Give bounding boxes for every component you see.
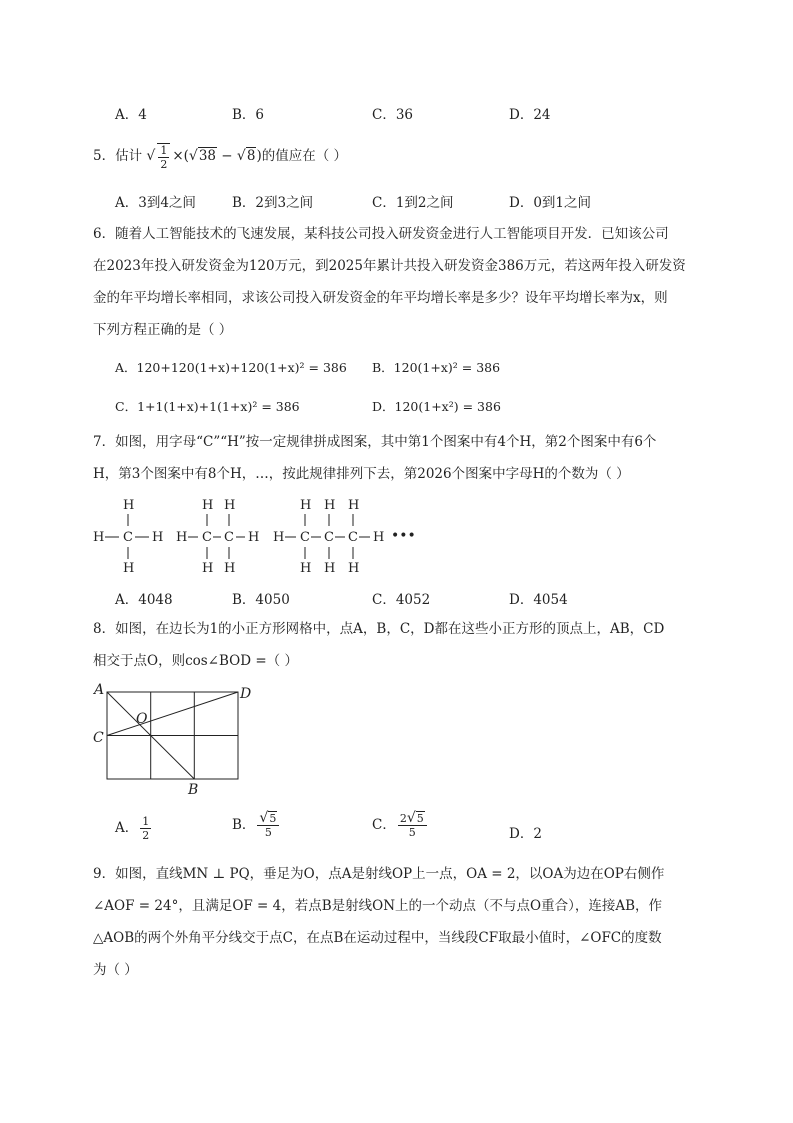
q9-line-4: 为（ ） <box>93 962 138 978</box>
fraction-2sqrt5-over-5: $\frac{2√5}{5}$ <box>398 812 427 839</box>
h-letter: H <box>248 530 260 545</box>
q8-option-d: D．2 <box>509 826 542 842</box>
h-letter: H <box>348 498 360 513</box>
h-letter: H <box>123 498 135 513</box>
q5-text-before: 估计 <box>115 148 143 164</box>
q5-number: 5． <box>93 148 116 164</box>
hydrocarbon-pattern-figure <box>88 496 418 576</box>
q8-stem <box>93 613 701 677</box>
q6-stem <box>93 218 701 346</box>
point-c-label: C <box>93 730 104 746</box>
q6-option-d: D．120(1+x²) = 386 <box>372 399 501 414</box>
sqrt-icon: √ <box>236 148 246 164</box>
c-letter: C <box>224 530 234 545</box>
q4-option-b: B．6 <box>232 107 265 123</box>
q8-line-2: 相交于点O，则cos∠BOD =（ ） <box>93 653 298 669</box>
q6-option-c: C．1+1(1+x)+1(1+x)² = 386 <box>115 399 300 414</box>
point-b-label: B <box>188 782 199 798</box>
q4-option-a: A．4 <box>115 107 147 123</box>
q7-option-b: B．4050 <box>232 592 290 608</box>
q8-option-a: A． $\frac{1}{2}$ <box>115 815 150 842</box>
grid-figure <box>88 682 268 800</box>
c-letter: C <box>202 530 212 545</box>
q5-root-1: 38 <box>198 148 217 164</box>
h-letter: H <box>152 530 164 545</box>
q5-fraction: $\frac{1}{2}$ <box>157 143 170 171</box>
h-letter: H <box>373 530 385 545</box>
q6-line-4: 下列方程正确的是（ ） <box>93 322 233 338</box>
h-letter: H <box>224 498 236 513</box>
q6-line-2: 在2023年投入研发资金为120万元，到2025年累计共投入研发资金386万元，若这两年投入研发资 <box>93 258 686 274</box>
h-letter: H <box>176 530 188 545</box>
h-letter: H <box>123 561 135 576</box>
q4-option-d: D．24 <box>509 107 551 123</box>
q7-option-a: A．4048 <box>115 592 173 608</box>
fraction-sqrt5-over-5: $\frac{√5}{5}$ <box>257 812 279 839</box>
q6-option-b: B．120(1+x)² = 386 <box>372 360 501 375</box>
ellipsis-dots: ••• <box>391 528 416 544</box>
pattern-3 <box>273 498 384 576</box>
q9-stem <box>93 858 701 986</box>
point-a-label: A <box>94 682 105 698</box>
q8-line-1: 8．如图，在边长为1的小正方形网格中，点A，B，C，D都在这些小正方形的顶点上，AB，CD <box>93 621 665 637</box>
segment-cd <box>107 692 238 736</box>
q5-option-b: B．2到3之间 <box>232 195 314 211</box>
h-letter: H <box>324 561 336 576</box>
c-letter: C <box>348 530 358 545</box>
h-letter: H <box>348 561 360 576</box>
q6-line-1: 6．随着人工智能技术的飞速发展，某科技公司投入研发资金进行人工智能项目开发．已知该公司 <box>93 226 669 242</box>
q7-option-d: D．4054 <box>509 592 568 608</box>
q6-option-a: A．120+120(1+x)+120(1+x)² = 386 <box>115 360 347 375</box>
q9-line-2: ∠AOF = 24°，且满足OF = 4，若点B是射线ON上的一个动点（不与点O重合），连接AB，作 <box>93 898 663 914</box>
q5-option-c: C．1到2之间 <box>372 195 454 211</box>
sqrt-icon: √ <box>188 148 198 164</box>
q5-root-2: 8 <box>246 148 256 164</box>
pattern-2 <box>176 498 259 576</box>
q5-text-after: )的值应在（ ） <box>256 148 347 164</box>
point-d-label: D <box>240 686 252 702</box>
h-letter: H <box>273 530 285 545</box>
c-letter: C <box>123 530 133 545</box>
fraction-one-half: $\frac{1}{2}$ <box>142 815 150 842</box>
q4-option-c: C．36 <box>372 107 414 123</box>
h-letter: H <box>202 561 214 576</box>
q9-line-3: △AOB的两个外角平分线交于点C，在点B在运动过程中，当线段CF取最小值时，∠OFC的度数 <box>93 930 662 946</box>
q9-line-1: 9．如图，直线MN ⊥ PQ，垂足为O，点A是射线OP上一点，OA = 2，以OA为边在OP右侧作 <box>93 866 665 882</box>
q5-option-a: A．3到4之间 <box>115 195 196 211</box>
sqrt-icon: √ <box>259 810 269 826</box>
q5-stem: 5．估计 √ $\frac{1}{2}$ ×(√38 − √8)的值应在（ ） <box>93 143 347 171</box>
q8-option-b: B． $\frac{√5}{5}$ <box>232 812 281 839</box>
sqrt-icon: √ <box>406 810 416 826</box>
h-letter: H <box>324 498 336 513</box>
h-letter: H <box>202 498 214 513</box>
q7-stem <box>93 426 701 490</box>
h-letter: H <box>300 498 312 513</box>
q7-option-c: C．4052 <box>372 592 431 608</box>
sqrt-icon: √ <box>146 148 156 164</box>
q7-line-1: 7．如图，用字母“C”“H”按一定规律拼成图案，其中第1个图案中有4个H，第2个图案中有6个 <box>93 434 657 450</box>
q7-line-2: H，第3个图案中有8个H，…，按此规律排列下去，第2026个图案中字母H的个数为（ ） <box>93 466 630 482</box>
pattern-1 <box>93 498 163 576</box>
point-o-label: O <box>136 711 148 727</box>
c-letter: C <box>300 530 310 545</box>
c-letter: C <box>324 530 334 545</box>
q6-line-3: 金的年平均增长率相同，求该公司投入研发资金的年平均增长率是多少？设年平均增长率为x，则 <box>93 290 668 306</box>
q5-option-d: D．0到1之间 <box>509 195 592 211</box>
h-letter: H <box>224 561 236 576</box>
h-letter: H <box>300 561 312 576</box>
h-letter: H <box>93 530 105 545</box>
q8-option-c: C． $\frac{2√5}{5}$ <box>372 812 429 839</box>
